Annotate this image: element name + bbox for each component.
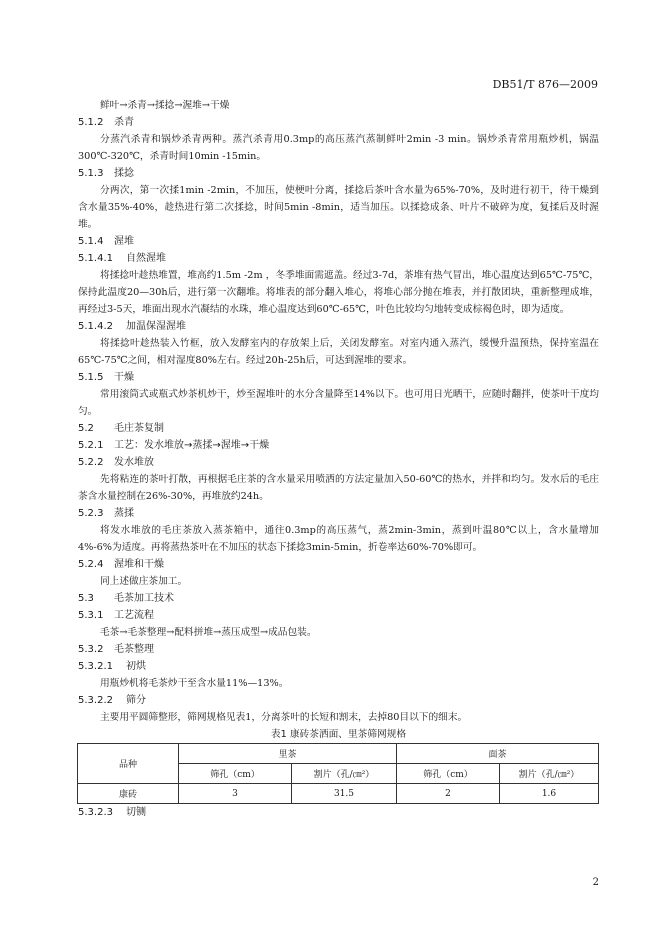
section-number: 5.2.3: [78, 508, 104, 519]
paragraph-5-3-1: 毛茶→毛茶整理→配料拼堆→蒸压成型→成品包装。: [100, 627, 317, 638]
section-heading-5-3-2: [78, 641, 599, 658]
header-sieve-hole: 筛孔（cm）: [397, 764, 500, 784]
section-title: 揉捻: [114, 168, 134, 179]
cell-value: 31.5: [292, 784, 397, 804]
header-variety: 品种: [78, 744, 179, 784]
section-heading-5-3-2-3: [78, 804, 599, 821]
section-number: 5.1.5: [78, 372, 104, 383]
table-row: [78, 784, 599, 804]
section-heading-5-3: [78, 590, 599, 607]
header-cut-piece: 割片（孔/㎝²）: [292, 764, 397, 784]
section-heading-5-1-3: [78, 165, 599, 182]
section-heading-5-1-5: [78, 369, 599, 386]
standard-code: DB51/T 876—2009: [492, 78, 598, 91]
section-number: 5.2.4: [78, 559, 104, 570]
section-heading-5-1-2: [78, 114, 599, 131]
paragraph-5-2-3: 将发水堆放的毛庄茶放入蒸茶箱中，通往0.3mp的高压蒸气，蒸2min-3min，蒸到叶温80℃以上，含水量增加4%-6%为适度。再将蒸热茶叶在不加压的状态下揉捻3min-5min，折卷率达60%-70%即可。: [78, 525, 599, 553]
section-title: 毛庄茶复制: [114, 423, 164, 434]
section-title: 蒸揉: [114, 508, 134, 519]
section-number: 5.1.4.1: [78, 253, 113, 264]
section-title: 加温保湿渥堆: [126, 321, 186, 332]
section-heading-5-2-4: [78, 556, 599, 573]
paragraph-5-3-2-1: 用瓶炒机将毛茶炒干至含水量11%—13%。: [100, 678, 289, 689]
section-heading-5-2: [78, 420, 599, 437]
section-heading-5-1-4-2: [78, 318, 599, 335]
section-title: 切铡: [126, 807, 146, 818]
section-number: 5.2.1: [78, 440, 104, 451]
section-title: 渥堆和干燥: [114, 559, 164, 570]
section-number: 5.3.2.3: [78, 807, 113, 818]
section-number: 5.2: [78, 423, 94, 434]
section-heading-5-3-2-1: [78, 658, 599, 675]
cell-variety: 康砖: [78, 784, 179, 804]
section-number: 5.3.2.2: [78, 695, 113, 706]
section-heading-5-3-1: [78, 607, 599, 624]
section-title: 工艺：发水堆放→蒸揉→渥堆→干燥: [114, 440, 270, 451]
section-number: 5.3.1: [78, 610, 104, 621]
section-title: 渥堆: [114, 236, 134, 247]
paragraph-5-3-2-2: 主要用平圆筛整形，筛网规格见表1，分离茶叶的长短和割末，去掉80目以下的细末。: [100, 712, 468, 723]
document-body: [78, 97, 599, 821]
section-title: 自然渥堆: [126, 253, 166, 264]
section-number: 5.1.3: [78, 168, 104, 179]
header-cut-piece: 割片（孔/㎝²）: [500, 764, 599, 784]
section-title: 杀青: [114, 117, 134, 128]
header-sieve-hole: 筛孔（cm）: [179, 764, 292, 784]
section-title: 发水堆放: [114, 457, 154, 468]
section-title: 筛分: [126, 695, 146, 706]
section-number: 5.3.2: [78, 644, 104, 655]
section-number: 5.1.2: [78, 117, 104, 128]
cell-value: 3: [179, 784, 292, 804]
section-title: 工艺流程: [114, 610, 154, 621]
section-heading-5-2-2: [78, 454, 599, 471]
paragraph-5-1-3: 分两次，第一次揉1min -2min，不加压，使梗叶分离，揉捻后茶叶含水量为65%-70%，及时进行初干，待干燥到含水量35%-40%，趁热进行第二次揉捻，时间5min -8min，适当加压。以揉捻成条、叶片不破碎为度，复揉后及时渥堆。: [78, 185, 599, 230]
table-header-row: [78, 744, 599, 764]
paragraph-5-2-4: 同上述做庄茶加工。: [100, 576, 188, 587]
paragraph-5-1-2: 分蒸汽杀青和锅炒杀青两种。蒸汽杀青用0.3mp的高压蒸汽蒸制鲜叶2min -3 min。锅炒杀青常用瓶炒机，锅温300℃-320℃，杀青时间10min -15min。: [78, 134, 599, 162]
section-title: 初烘: [126, 661, 146, 672]
section-number: 5.3: [78, 593, 94, 604]
paragraph-5-2-2: 先将粘连的茶叶打散，再根据毛庄茶的含水量采用喷洒的方法定量加入50-60℃的热水，并拌和均匀。发水后的毛庄茶含水量控制在26%-30%，再堆放约24h。: [78, 474, 599, 502]
section-heading-5-1-4-1: [78, 250, 599, 267]
cell-value: 2: [397, 784, 500, 804]
table-caption: 表1 康砖茶洒面、里茶筛网规格: [270, 729, 407, 740]
section-title: 毛茶加工技术: [114, 593, 174, 604]
section-heading-5-3-2-2: [78, 692, 599, 709]
cell-value: 1.6: [500, 784, 599, 804]
section-heading-5-2-3: [78, 505, 599, 522]
header-li-cha: 里茶: [179, 744, 397, 764]
paragraph-5-1-4-2: 将揉捻叶趁热装入竹框，放入发酵室内的存放架上后，关闭发酵室。对室内通入蒸汽，缓慢升温预热，保持室温在65℃-75℃之间，相对湿度80%左右。经过20h-25h后，可达到渥堆的要求。: [78, 338, 599, 366]
process-flow: 鲜叶→杀青→揉捻→渥堆→干燥: [100, 100, 230, 111]
section-number: 5.3.2.1: [78, 661, 113, 672]
section-title: 毛茶整理: [114, 644, 154, 655]
paragraph-5-1-4-1: 将揉捻叶趁热堆置，堆高约1.5m -2m ，冬季堆面需遮盖。经过3-7d，茶堆有热气冒出，堆心温度达到65℃-75℃，保持此温度20—30h后，进行第一次翻堆。将堆表的部分翻入堆心，将堆心部分抛在堆表，并打散团块，重新整理成堆，再经过3-5天，堆面出现水汽凝结的水珠，堆心温度达到60℃-65℃，叶色比较均匀地转变成棕褐色时，即为适度。: [78, 270, 599, 315]
section-title: 干燥: [114, 372, 134, 383]
sieve-spec-table: [77, 743, 599, 804]
section-heading-5-2-1: [78, 437, 599, 454]
header-mian-cha: 面茶: [397, 744, 599, 764]
page-number: 2: [592, 877, 599, 888]
section-number: 5.2.2: [78, 457, 104, 468]
section-heading-5-1-4: [78, 233, 599, 250]
section-number: 5.1.4.2: [78, 321, 113, 332]
paragraph-5-1-5: 常用滚筒式或瓶式炒茶机炒干，炒至渥堆叶的水分含量降至14%以下。也可用日光晒干，应随时翻拌，使茶叶干度均匀。: [78, 389, 599, 417]
section-number: 5.1.4: [78, 236, 104, 247]
